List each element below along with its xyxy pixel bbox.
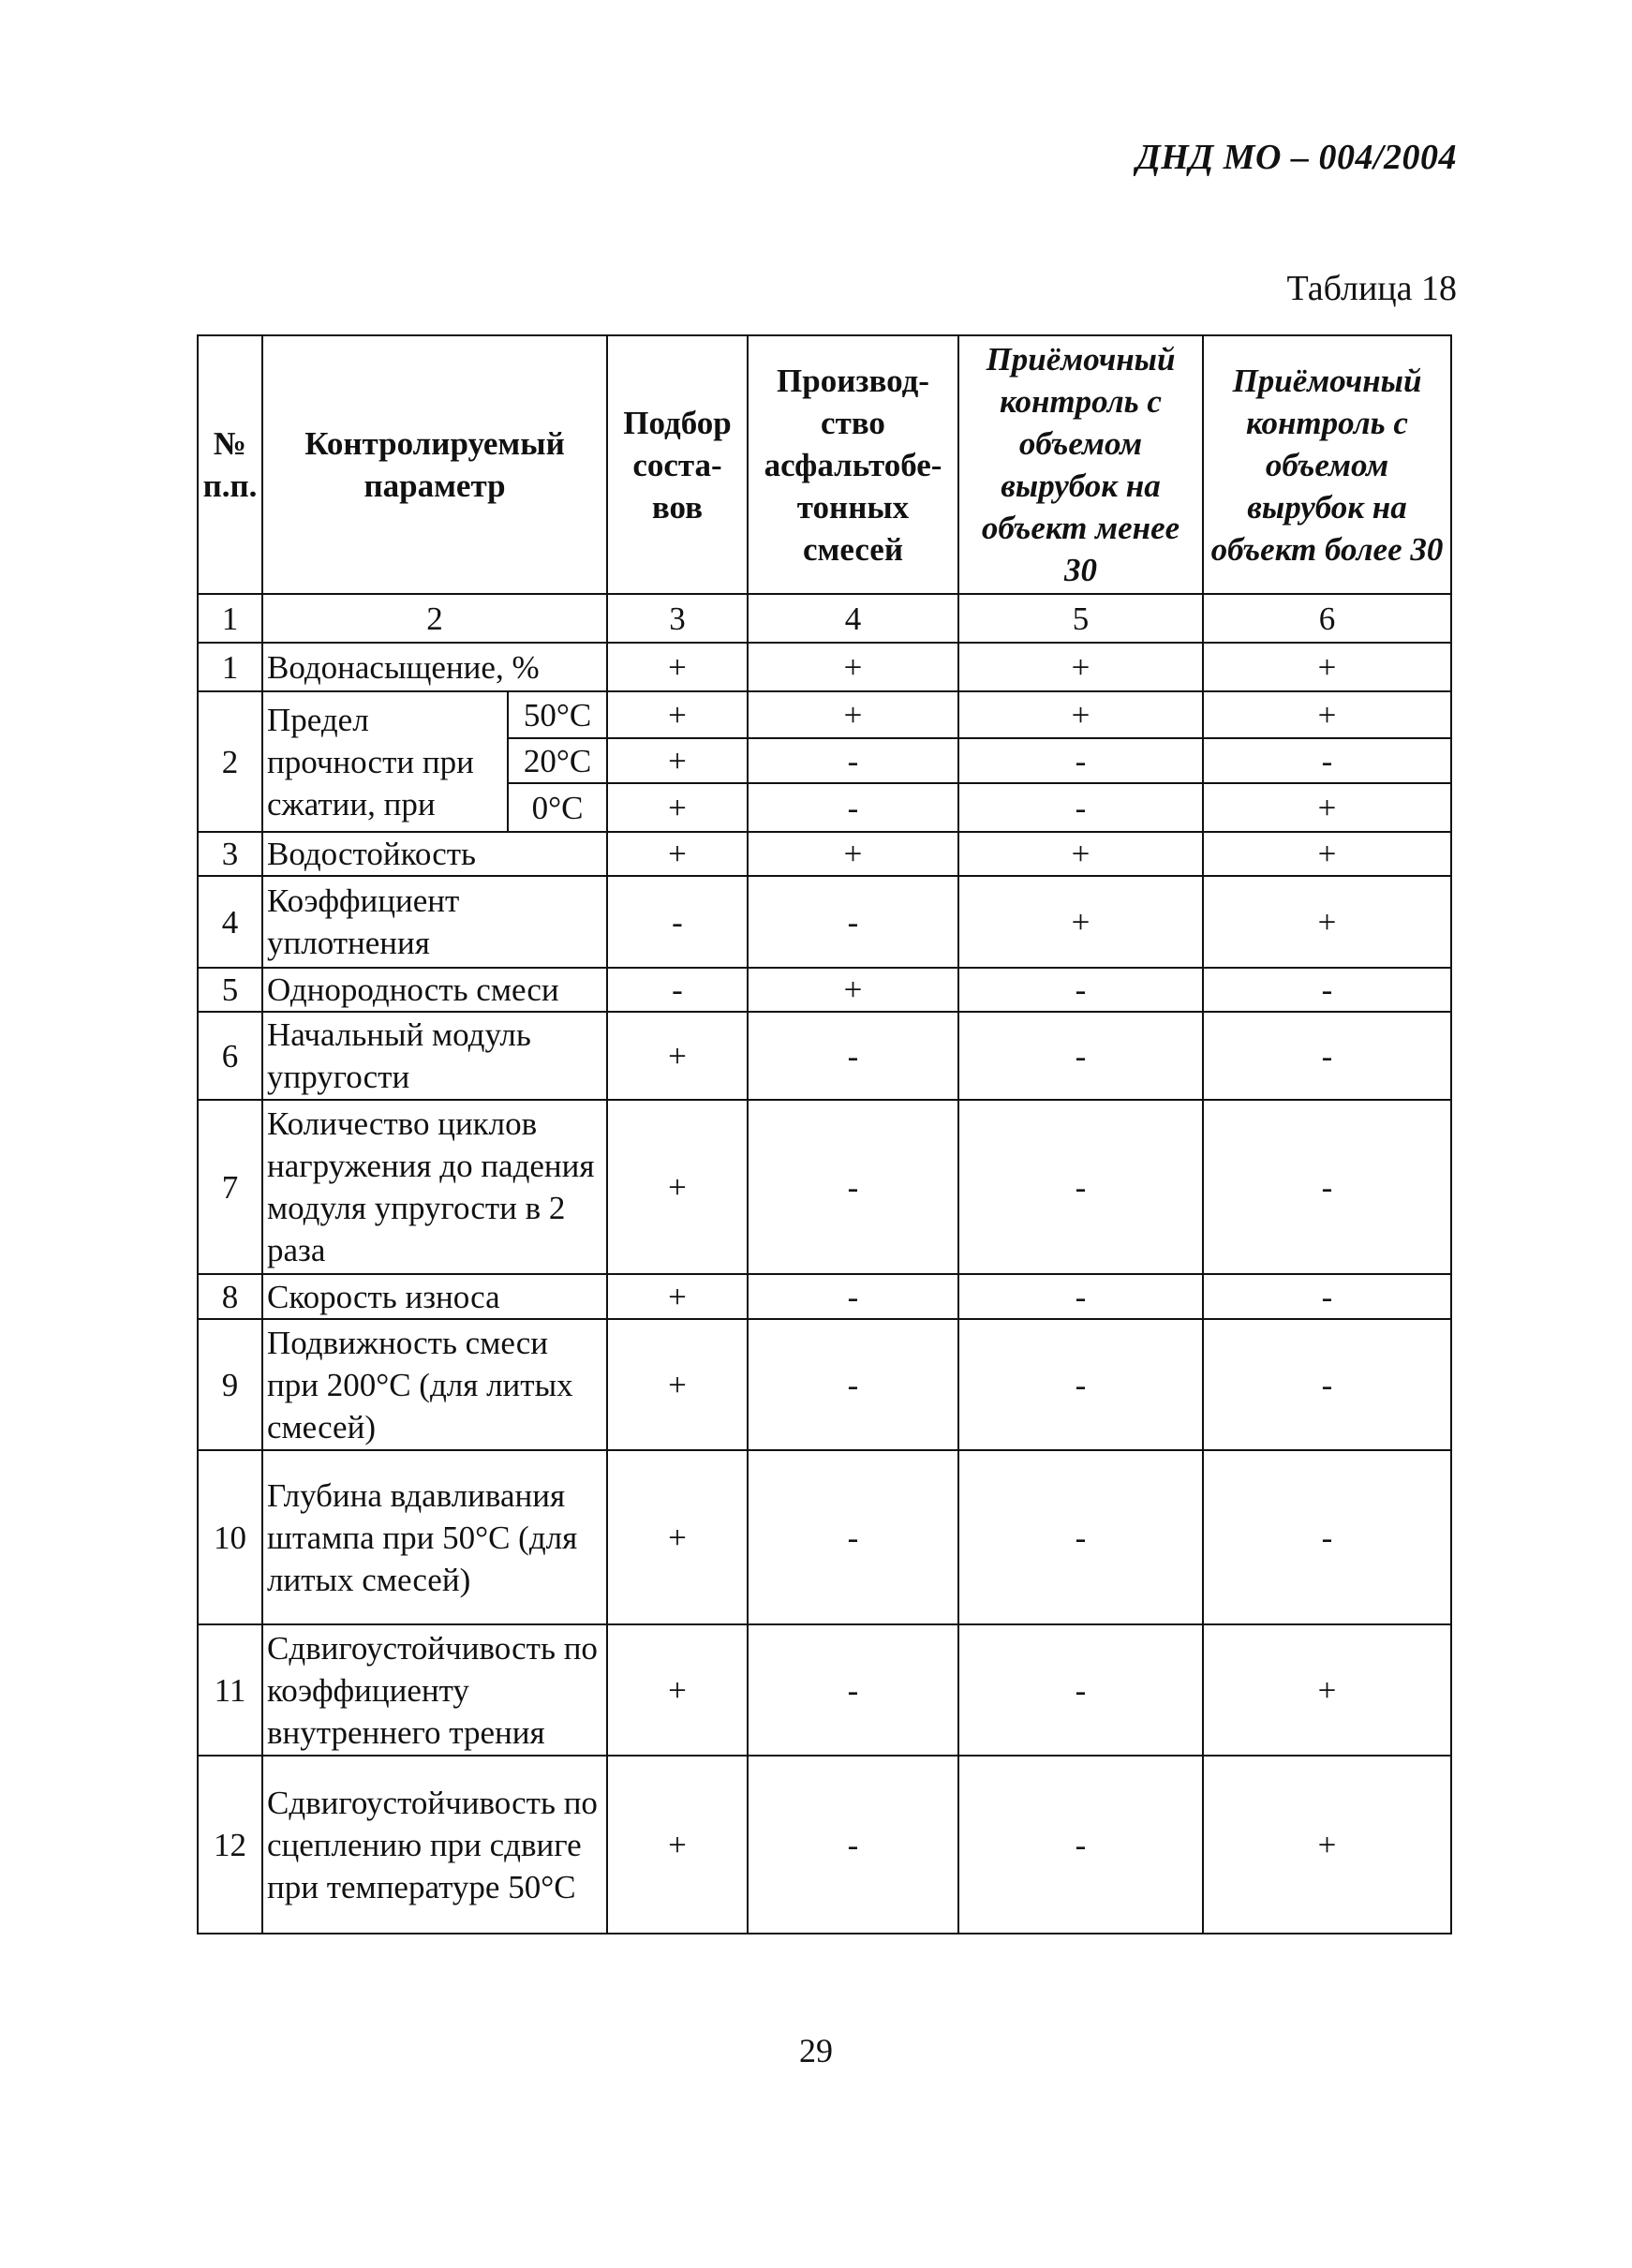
row-number: 1	[198, 643, 262, 691]
cell-acceptance-less-30: +	[958, 691, 1203, 738]
cell-acceptance-less-30: +	[958, 876, 1203, 968]
cell-acceptance-more-30: -	[1203, 968, 1451, 1012]
cell-acceptance-less-30: -	[958, 968, 1203, 1012]
table-row	[198, 832, 1451, 876]
cell-selection: +	[607, 783, 748, 832]
temperature-cell: 0°С	[508, 783, 607, 832]
cell-selection: +	[607, 1319, 748, 1450]
cell-production: -	[748, 1012, 958, 1100]
cell-selection: +	[607, 1100, 748, 1274]
column-number: 3	[607, 594, 748, 643]
cell-acceptance-more-30: -	[1203, 1319, 1451, 1450]
column-number: 1	[198, 594, 262, 643]
cell-acceptance-more-30: -	[1203, 1100, 1451, 1274]
cell-production: -	[748, 1274, 958, 1319]
row-number: 3	[198, 832, 262, 876]
cell-acceptance-less-30: -	[958, 1450, 1203, 1624]
column-number: 4	[748, 594, 958, 643]
document-code: ДНД МО – 004/2004	[1135, 138, 1457, 177]
table-row	[198, 968, 1451, 1012]
cell-acceptance-more-30: -	[1203, 738, 1451, 783]
row-number: 10	[198, 1450, 262, 1624]
cell-acceptance-less-30: -	[958, 1100, 1203, 1274]
cell-acceptance-more-30: +	[1203, 876, 1451, 968]
column-number: 2	[262, 594, 607, 643]
cell-selection: +	[607, 738, 748, 783]
cell-selection: +	[607, 643, 748, 691]
cell-selection: +	[607, 832, 748, 876]
cell-acceptance-less-30: -	[958, 1319, 1203, 1450]
cell-acceptance-less-30: -	[958, 1624, 1203, 1756]
row-parameter: Скорость износа	[262, 1274, 607, 1319]
table-row	[198, 1450, 1451, 1624]
control-table	[197, 334, 1452, 1934]
cell-production: +	[748, 691, 958, 738]
page-number: 29	[799, 2032, 833, 2069]
cell-selection: +	[607, 1450, 748, 1624]
row-parameter: Коэффициент уплотнения	[262, 876, 607, 968]
row-parameter: Предел прочности при сжатии, при	[262, 691, 508, 832]
cell-selection: +	[607, 691, 748, 738]
temperature-cell: 20°С	[508, 738, 607, 783]
table-row	[198, 876, 1451, 968]
cell-acceptance-more-30: +	[1203, 1624, 1451, 1756]
cell-acceptance-more-30: +	[1203, 691, 1451, 738]
row-parameter: Сдвигоустойчивость по сцеплению при сдвиге при температуре 50°С	[262, 1756, 607, 1934]
cell-production: +	[748, 968, 958, 1012]
header-selection: Подбор соста-вов	[607, 335, 748, 594]
row-number: 4	[198, 876, 262, 968]
cell-acceptance-less-30: -	[958, 1012, 1203, 1100]
row-number: 6	[198, 1012, 262, 1100]
cell-acceptance-more-30: -	[1203, 1450, 1451, 1624]
column-number: 6	[1203, 594, 1451, 643]
cell-production: -	[748, 1756, 958, 1934]
cell-acceptance-less-30: -	[958, 783, 1203, 832]
row-number: 5	[198, 968, 262, 1012]
cell-acceptance-less-30: -	[958, 1756, 1203, 1934]
cell-selection: +	[607, 1624, 748, 1756]
cell-selection: -	[607, 968, 748, 1012]
cell-production: -	[748, 1100, 958, 1274]
cell-acceptance-less-30: +	[958, 643, 1203, 691]
table-row	[198, 1319, 1451, 1450]
table-row	[198, 643, 1451, 691]
table-row	[198, 1274, 1451, 1319]
row-number: 8	[198, 1274, 262, 1319]
table-row	[198, 691, 1451, 738]
row-parameter: Водонасыщение, %	[262, 643, 607, 691]
header-acceptance-less-30: Приёмочный контроль с объемом вырубок на объект менее 30	[958, 335, 1203, 594]
row-parameter: Подвижность смеси при 200°С (для литых смесей)	[262, 1319, 607, 1450]
row-number: 7	[198, 1100, 262, 1274]
cell-selection: +	[607, 1012, 748, 1100]
cell-production: -	[748, 1450, 958, 1624]
cell-acceptance-more-30: +	[1203, 1756, 1451, 1934]
cell-production: +	[748, 643, 958, 691]
row-number: 2	[198, 691, 262, 832]
cell-production: -	[748, 876, 958, 968]
cell-acceptance-more-30: +	[1203, 832, 1451, 876]
cell-production: -	[748, 738, 958, 783]
row-parameter: Сдвигоустойчивость по коэффициенту внутреннего трения	[262, 1624, 607, 1756]
cell-acceptance-less-30: +	[958, 832, 1203, 876]
header-number: № п.п.	[198, 335, 262, 594]
cell-production: -	[748, 1319, 958, 1450]
cell-acceptance-more-30: +	[1203, 783, 1451, 832]
header-acceptance-more-30: Приёмочный контроль с объемом вырубок на объект более 30	[1203, 335, 1451, 594]
table-row	[198, 1100, 1451, 1274]
row-number: 12	[198, 1756, 262, 1934]
row-parameter: Однородность смеси	[262, 968, 607, 1012]
cell-production: +	[748, 832, 958, 876]
cell-selection: +	[607, 1756, 748, 1934]
row-parameter: Водостойкость	[262, 832, 607, 876]
column-number-row	[198, 594, 1451, 643]
table-label: Таблица 18	[1286, 269, 1457, 308]
cell-production: -	[748, 783, 958, 832]
row-number: 11	[198, 1624, 262, 1756]
row-parameter: Глубина вдавливания штампа при 50°С (для литых смесей)	[262, 1450, 607, 1624]
column-number: 5	[958, 594, 1203, 643]
cell-selection: +	[607, 1274, 748, 1319]
cell-acceptance-less-30: -	[958, 738, 1203, 783]
cell-acceptance-less-30: -	[958, 1274, 1203, 1319]
cell-acceptance-more-30: -	[1203, 1012, 1451, 1100]
cell-production: -	[748, 1624, 958, 1756]
row-parameter: Начальный модуль упругости	[262, 1012, 607, 1100]
table-row	[198, 1756, 1451, 1934]
temperature-cell: 50°С	[508, 691, 607, 738]
header-production: Производ-ство асфальтобе-тонных смесей	[748, 335, 958, 594]
table-row	[198, 1624, 1451, 1756]
row-parameter: Количество циклов нагружения до падения модуля упругости в 2 раза	[262, 1100, 607, 1274]
cell-selection: -	[607, 876, 748, 968]
header-parameter: Контролируемый параметр	[262, 335, 607, 594]
header-row	[198, 335, 1451, 594]
cell-acceptance-more-30: -	[1203, 1274, 1451, 1319]
table-row	[198, 1012, 1451, 1100]
cell-acceptance-more-30: +	[1203, 643, 1451, 691]
row-number: 9	[198, 1319, 262, 1450]
